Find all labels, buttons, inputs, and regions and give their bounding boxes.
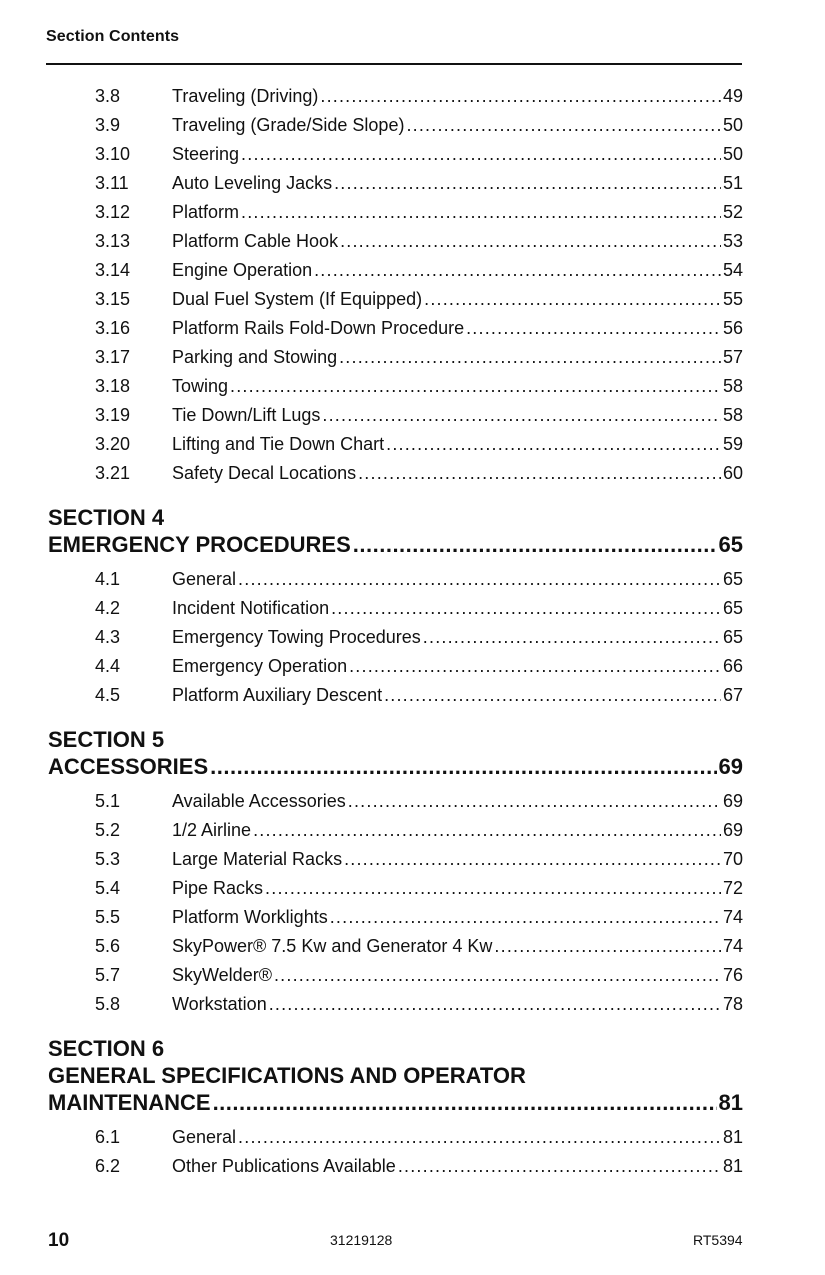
dot-leader — [274, 961, 721, 990]
toc-entry[interactable] — [0, 961, 825, 990]
section-label: SECTION 6 — [48, 1036, 165, 1061]
toc-entry[interactable] — [0, 256, 825, 285]
toc-entry-title[interactable]: Emergency Towing Procedures — [172, 627, 421, 647]
toc-entry[interactable] — [0, 372, 825, 401]
toc-entry-title[interactable]: SkyWelder® — [172, 965, 272, 985]
section-heading — [0, 1035, 743, 1116]
toc-entry[interactable] — [0, 169, 825, 198]
toc-entry-title[interactable]: Tie Down/Lift Lugs — [172, 405, 321, 425]
toc-entry-title[interactable]: Available Accessories — [172, 791, 346, 811]
toc-entry[interactable] — [0, 140, 825, 169]
toc-entry-title[interactable]: Engine Operation — [172, 260, 313, 280]
toc-entry-number: 6.2 — [95, 1156, 121, 1176]
page-header-title: Section Contents — [46, 28, 180, 45]
toc-entry-title[interactable]: Steering — [172, 144, 240, 164]
toc-entry-page[interactable]: 52 — [722, 202, 743, 222]
toc-entry[interactable] — [0, 1152, 825, 1181]
toc-entry-title[interactable]: 1/2 Airline — [172, 820, 252, 840]
toc-entry-title[interactable]: SkyPower® 7.5 Kw and Generator 4 Kw — [172, 936, 493, 956]
toc-entry-number: 3.12 — [95, 202, 131, 222]
toc-entry-title[interactable]: Platform Cable Hook — [172, 231, 339, 251]
toc-entry-page[interactable]: 69 — [722, 820, 743, 840]
model-number: RT5394 — [693, 1232, 743, 1248]
toc-entry-page[interactable]: 70 — [722, 849, 743, 869]
header-divider — [46, 63, 742, 65]
dot-leader — [398, 1152, 721, 1181]
toc-entry-title[interactable]: Pipe Racks — [172, 878, 264, 898]
dot-leader — [423, 623, 721, 652]
toc-entry[interactable] — [0, 198, 825, 227]
section-page-number[interactable]: 81 — [718, 1090, 743, 1115]
section-label: SECTION 5 — [48, 727, 165, 752]
dot-leader — [424, 285, 721, 314]
section-heading — [0, 504, 743, 558]
toc-entry[interactable] — [0, 459, 825, 488]
toc-entry-page[interactable]: 65 — [722, 627, 743, 647]
section-title: ACCESSORIES — [48, 754, 209, 779]
dot-leader — [330, 903, 721, 932]
section-page-number[interactable]: 65 — [718, 532, 743, 557]
toc-entry-title[interactable]: Auto Leveling Jacks — [172, 173, 333, 193]
toc-entry[interactable] — [0, 623, 825, 652]
toc-entry-page[interactable]: 65 — [722, 598, 743, 618]
toc-entry-page[interactable]: 53 — [722, 231, 743, 251]
table-of-contents — [0, 82, 825, 1181]
toc-entry[interactable] — [0, 990, 825, 1019]
toc-entry-number: 3.13 — [95, 231, 131, 251]
toc-entry-title[interactable]: Platform Auxiliary Descent — [172, 685, 383, 705]
toc-entry-page[interactable]: 55 — [722, 289, 743, 309]
dot-leader — [494, 932, 721, 961]
toc-entry-number: 5.4 — [95, 878, 121, 898]
section-title: GENERAL SPECIFICATIONS AND OPERATOR — [48, 1063, 526, 1088]
dot-leader — [384, 681, 721, 710]
toc-entry-title[interactable]: Other Publications Available — [172, 1156, 396, 1176]
toc-entry-number: 3.8 — [95, 86, 121, 106]
toc-entry-number: 3.19 — [95, 405, 131, 425]
toc-entry-title[interactable]: Platform Rails Fold-Down Procedure — [172, 318, 465, 338]
toc-entry-page[interactable]: 66 — [722, 656, 743, 676]
section-heading — [0, 726, 743, 780]
toc-entry-number: 5.7 — [95, 965, 121, 985]
document-number: 31219128 — [330, 1232, 393, 1248]
toc-entry-number: 5.5 — [95, 907, 121, 927]
toc-entry-page[interactable]: 56 — [722, 318, 743, 338]
toc-entry-number: 3.14 — [95, 260, 131, 280]
toc-entry-title[interactable]: Large Material Racks — [172, 849, 343, 869]
toc-entry[interactable] — [0, 430, 825, 459]
toc-entry-page[interactable]: 50 — [722, 115, 743, 135]
dot-leader — [358, 459, 721, 488]
toc-entry[interactable] — [0, 401, 825, 430]
dot-leader — [349, 652, 721, 681]
toc-entry[interactable] — [0, 845, 825, 874]
toc-entry[interactable] — [0, 816, 825, 845]
toc-entry-page[interactable]: 76 — [722, 965, 743, 985]
toc-entry-number: 3.20 — [95, 434, 131, 454]
toc-entry-number: 5.3 — [95, 849, 121, 869]
toc-entry[interactable] — [0, 874, 825, 903]
toc-entry-number: 5.2 — [95, 820, 121, 840]
toc-entry[interactable] — [0, 565, 825, 594]
toc-entry[interactable] — [0, 932, 825, 961]
dot-leader — [238, 1123, 721, 1152]
toc-entry-number: 3.9 — [95, 115, 121, 135]
dot-leader — [406, 111, 721, 140]
toc-entry-title[interactable]: Platform — [172, 202, 240, 222]
toc-entry-title[interactable]: General — [172, 569, 237, 589]
toc-entry-title[interactable]: Workstation — [172, 994, 267, 1014]
toc-entry-number: 3.16 — [95, 318, 131, 338]
toc-entry-page[interactable]: 50 — [722, 144, 743, 164]
toc-entry-page[interactable]: 57 — [722, 347, 743, 367]
toc-entry-number: 3.15 — [95, 289, 131, 309]
dot-leader — [348, 787, 721, 816]
toc-entry-title[interactable]: General — [172, 1127, 237, 1147]
dot-leader — [466, 314, 721, 343]
dot-leader — [269, 990, 721, 1019]
toc-entry-page[interactable]: 81 — [722, 1156, 743, 1176]
toc-entry[interactable] — [0, 82, 825, 111]
toc-entry-page[interactable]: 72 — [722, 878, 743, 898]
dot-leader — [241, 140, 721, 169]
section-title: EMERGENCY PROCEDURES — [48, 532, 351, 557]
toc-entry-page[interactable]: 74 — [722, 907, 743, 927]
toc-entry[interactable] — [0, 314, 825, 343]
toc-entry[interactable] — [0, 594, 825, 623]
toc-entry-page[interactable]: 51 — [722, 173, 743, 193]
toc-entry-title[interactable]: Dual Fuel System (If Equipped) — [172, 289, 423, 309]
toc-entry-number: 4.5 — [95, 685, 121, 705]
toc-entry-title[interactable]: Emergency Operation — [172, 656, 348, 676]
dot-leader — [322, 401, 721, 430]
dot-leader — [253, 816, 721, 845]
toc-entry-number: 3.17 — [95, 347, 131, 367]
toc-entry-page[interactable]: 74 — [722, 936, 743, 956]
toc-entry-title[interactable]: Towing — [172, 376, 229, 396]
toc-entry-page[interactable]: 67 — [722, 685, 743, 705]
dot-leader — [210, 753, 716, 780]
toc-entry-page[interactable]: 69 — [722, 791, 743, 811]
toc-entry-number: 5.1 — [95, 791, 121, 811]
toc-entry[interactable] — [0, 681, 825, 710]
toc-entry-page[interactable]: 59 — [722, 434, 743, 454]
section-title: MAINTENANCE — [48, 1090, 211, 1115]
toc-entry-title[interactable]: Traveling (Driving) — [172, 86, 319, 106]
dot-leader — [238, 565, 721, 594]
toc-entry-number: 5.8 — [95, 994, 121, 1014]
toc-entry-page[interactable]: 78 — [722, 994, 743, 1014]
dot-leader — [230, 372, 721, 401]
toc-entry-page[interactable]: 60 — [722, 463, 743, 483]
toc-entry-number: 4.4 — [95, 656, 121, 676]
toc-entry[interactable] — [0, 111, 825, 140]
dot-leader — [331, 594, 721, 623]
page-footer — [0, 1230, 825, 1252]
toc-entry[interactable] — [0, 787, 825, 816]
toc-entry[interactable] — [0, 285, 825, 314]
toc-entry-title[interactable]: Incident Notification — [172, 598, 330, 618]
toc-entry-number: 4.2 — [95, 598, 121, 618]
toc-entry-number: 3.21 — [95, 463, 131, 483]
toc-entry-title[interactable]: Traveling (Grade/Side Slope) — [172, 115, 405, 135]
toc-entry-number: 4.1 — [95, 569, 121, 589]
toc-entry[interactable] — [0, 1123, 825, 1152]
toc-entry-number: 4.3 — [95, 627, 121, 647]
toc-entry-title[interactable]: Lifting and Tie Down Chart — [172, 434, 385, 454]
toc-entry-page[interactable]: 81 — [722, 1127, 743, 1147]
dot-leader — [353, 531, 717, 558]
toc-entry-number: 6.1 — [95, 1127, 121, 1147]
toc-entry[interactable] — [0, 227, 825, 256]
toc-entry-page[interactable]: 65 — [722, 569, 743, 589]
toc-entry-page[interactable]: 54 — [722, 260, 743, 280]
toc-entry[interactable] — [0, 652, 825, 681]
dot-leader — [386, 430, 721, 459]
toc-entry[interactable] — [0, 903, 825, 932]
dot-leader — [339, 343, 721, 372]
dot-leader — [344, 845, 721, 874]
toc-entry-page[interactable]: 58 — [722, 376, 743, 396]
dot-leader — [320, 82, 721, 111]
toc-entry-number: 3.10 — [95, 144, 131, 164]
toc-entry-page[interactable]: 58 — [722, 405, 743, 425]
dot-leader — [265, 874, 721, 903]
section-label: SECTION 4 — [48, 505, 165, 530]
toc-entry-page[interactable]: 49 — [722, 86, 743, 106]
dot-leader — [213, 1089, 717, 1116]
dot-leader — [241, 198, 721, 227]
toc-entry-number: 3.11 — [95, 173, 129, 193]
toc-entry-number: 5.6 — [95, 936, 121, 956]
dot-leader — [314, 256, 721, 285]
toc-entry[interactable] — [0, 343, 825, 372]
dot-leader — [334, 169, 721, 198]
toc-entry-title[interactable]: Parking and Stowing — [172, 347, 338, 367]
section-page-number[interactable]: 69 — [718, 754, 743, 779]
toc-entry-title[interactable]: Platform Worklights — [172, 907, 328, 927]
toc-entry-title[interactable]: Safety Decal Locations — [172, 463, 357, 483]
page-number: 10 — [48, 1230, 70, 1251]
dot-leader — [340, 227, 721, 256]
toc-entry-number: 3.18 — [95, 376, 131, 396]
